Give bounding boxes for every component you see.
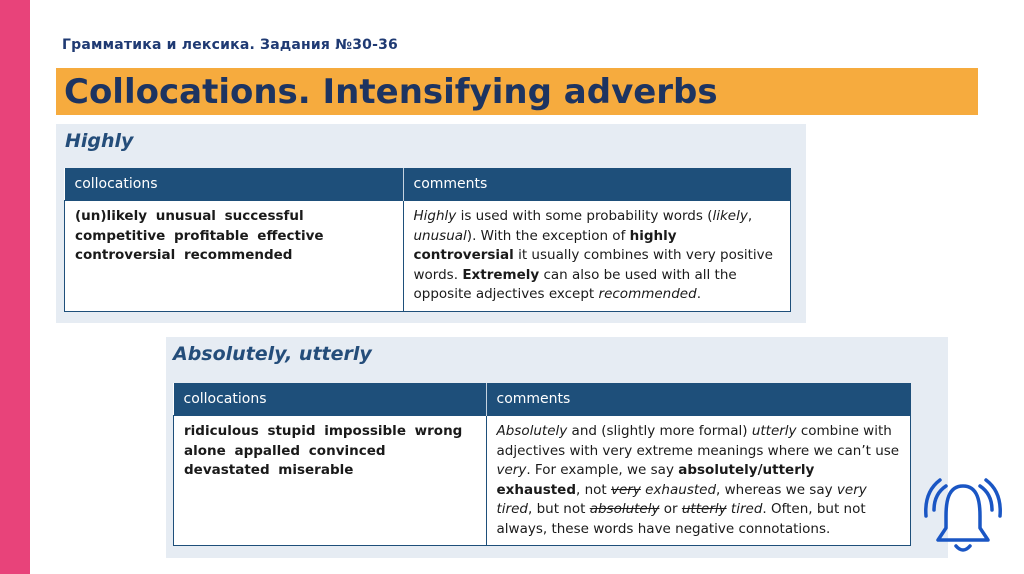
collocations-cell: ridiculous stupid impossible wrong alone appalled convinced devastated miserable <box>174 416 487 546</box>
title-band <box>56 68 978 115</box>
comments-header: comments <box>486 383 911 416</box>
highly-panel <box>56 124 806 323</box>
collocations-header: collocations <box>174 383 487 416</box>
collocations-cell: (un)likely unusual successful competitive profitable effective controversial recommended <box>65 201 404 312</box>
left-accent-bar <box>0 0 30 574</box>
absolutely-panel <box>166 337 948 558</box>
highly-table <box>64 168 791 312</box>
bell-icon <box>920 478 1006 558</box>
absolutely-table <box>173 383 911 546</box>
page-title: Collocations. Intensifying adverbs <box>64 72 718 112</box>
table-row <box>65 201 791 312</box>
comments-cell: Highly is used with some probability words (likely, unusual). With the exception of highly controversial it usually combines with very positive words. Extremely can also be used with all the opposite adjectives except recommended. <box>403 201 791 312</box>
comments-cell: Absolutely and (slightly more formal) utterly combine with adjectives with very extreme meanings where we can’t use very. For example, we say absolutely/utterly exhausted, not very exhausted, whereas we say very tired, but not absolutely or utterly tired. Often, but not always, these words have negative connotations. <box>486 416 911 546</box>
absolutely-heading: Absolutely, utterly <box>173 343 372 365</box>
page-subtitle: Грамматика и лексика. Задания №30-36 <box>62 37 398 53</box>
collocations-header: collocations <box>65 168 404 201</box>
highly-heading: Highly <box>65 130 134 152</box>
table-row <box>174 416 911 546</box>
comments-header: comments <box>403 168 791 201</box>
